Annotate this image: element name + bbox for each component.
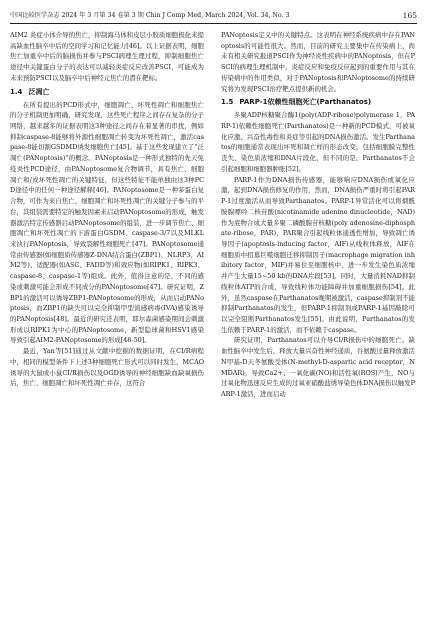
section-heading-1-4: [10, 87, 204, 98]
paragraph: 在所有提出的PCD形式中，细胞凋亡、坏死性凋亡和细胞焦亡的分子机制更加明确，研究发现，这些死亡程序之间存在复杂的分子网络，越来越多的证据表明这3种途径之间存在着显著的串扰，例如抑制caspase-8能够将外源性细胞凋亡转变为坏死性凋亡，激活caspase-8能切割GSDMD诱发细胞焦亡[45]。基于这些发现建立了“泛凋亡(PANoptosis)”的概念。PANoptosis是一种形式独特的先天免疫炎性PCD途径，由PANoptosome复合物调节，具有焦亡、细胞凋亡和/或坏死性凋亡的关键特征，但这些特征不能单独由这3种PCD途径中的任何一种途径解释[46]。PANoptosome是一种多蛋白复合物，可作为来自焦亡、细胞凋亡和坏死性凋亡的关键分子参与的平台，其组装需要特定的触发因素来启动PANoptosome的形成，触发器激活特定传感器启动PANoptosome的组装，进一步调节焦亡、细胞凋亡和坏死性凋亡的下游蛋白GSDM、caspase-3/7以及MLKL来执行PANoptosis，导致裂解性细胞死亡[47]。PANoptosome通常由传感器(如细胞质传感器Z-DNA结合蛋白(ZBP1)、NLRP3、AIM2等)、适配器(如ASC、FADD等)和效应物(如RIPK1、RIPK3、caspase-8、caspase-1等)组成。此外，值得注意的是，不同的感染或刺激可能会形成不同成分的PANoptosome[47]。研究证明，ZBP1的激活可以诱导ZBP1-PANoptosome的形成，从而启动PANoptosis，而ZBP1的缺失可以完全抑制甲型流感病毒(IVA)感染诱导的PANoptosis[48]。最近的研究还表明，耶尔森菌感染期间会刺激形成以RIPK1为中心的PANoptosome，新型隐球菌和HSV1感染导致引起AIM2-PANoptosome的形成[48-50]。: [10, 100, 204, 345]
paragraph: 最近，Yan等[51]通过从文献中挖掘的数据证明，在CI/R病程中，相同的模型条件下上述3种细胞死亡形式可以同时发生，MCAO诱导的大鼠或小鼠CI/R损伤以及OGD诱导的神经细胞缺血缺氧损伤后，焦亡、细胞凋亡和坏死性凋亡并存，这符合: [10, 347, 204, 388]
right-column: [221, 30, 415, 400]
section-title: PARP-1依赖性细胞死亡(Parthanatos): [239, 98, 372, 107]
paragraph: PANoptosis定义中的关键特点。这表明在神经系统疾病中存在PANoptosis的可能性很大。然而，目前的研究主要集中在传染病上，尚未有相关研究报道PSCI作为神经炎性疾病中的PANoptosis，但在PSCI的病理生理机制中，炎症反应和免疫反应起到的重要作用与其在传染病中的作用类似，对于PANoptosis和PANoptosome的持续研究将为发现PSCI治疗靶点提供新的机会。: [221, 31, 415, 93]
paragraph: 多聚ADP核糖聚合酶1(poly(ADP-ribose)polymerase 1，PARP-1)依赖性细胞死亡(Parthanatos)是一种新的PCD模式，可被氧化应激、兴奋性毒性和炎症等引起的DNA损伤激活。发生Parthanatos的细胞通常表现出坏死和凋亡样的形态改变，包括细胞膜完整性丧失、染色质浓缩和DNA片段化，但不同的是，Parthanatos不会引起细胞和细胞器肿胀[52]。: [221, 111, 415, 173]
paragraph: AIM2 炎症小体介导的焦亡，抑制海马体和皮层小胶质细胞极化来提高缺血性脑卒中后的空间学习和记忆能力[46]。以上证据表明，细胞焦亡加重卒中后的脑损伤并参与PSCI病理生理过程，抑制细胞焦亡途径中关键蛋白分子的表达可以减轻炎症反应改善PSCI，可能成为未来预防PSCI以及脑卒中后神经元焦亡的潜在靶标。: [10, 31, 204, 82]
journal-info: 中国比较医学杂志 2024 年 3 月第 34 卷第 3 期 Chin J Comp Med, March 2024, Vol. 34, No. 3: [10, 12, 290, 19]
paragraph: 研究证明，Parthanatos可以介导CI/R损伤中的细胞死亡。缺血性脑卒中发生后，释放大量兴奋性神经递质，谷氨酸过量释放激活N甲基-D天冬氨酸受体(N-methyl-D-aspartic acid receptor，NMDAR)，导致Ca2+、一氧化碳(NO)和活性氧(ROS)产生，NO与过氧化物迅速反应生成的过氧亚硝酸盐诱导染色体DNA损伤以触发PARP-1激活，进而启动: [221, 336, 415, 398]
page-header: [10, 11, 417, 24]
paragraph: PARP-1作为DNA损伤传感器，能够响应DNA损伤或氧化应激，起到DNA损伤修复的作用，然而，DNA损伤严重时将引起PARP-1过度激活从而导致Parthanatos。PARP-1异常活化可以将烟酰胺腺嘌呤二核苷酸(nicotinamide adenine dinucleotide，NAD)作为底物合成大量多聚二磷酸腺苷核糖(poly adenosine-diphosphate-ribose，PAR)，PAR聚合引起线粒体通透性增加，导致凋亡诱导因子(apoptosis-inducing factor，AIF)从线粒体释放，AIF在细胞质中招募巨噬细胞迁移抑制因子(macrophage migration inhibitory factor，MIF)并易位至细胞核中，进一步发生染色质浓缩并产生大量15~50 kb的DNA片段[53]。同时，大量消耗NAD抑制线粒体ATP的合成，导致线粒体功能障碍并加重细胞损伤[54]。此外，虽然caspase在Parthanatos晚期被激活，caspase抑制剂不能抑制Parthanatos的发生，但PARP-1抑制剂或PARP-1基因敲除可以完全阻断Parthanatos发生[55]。由此说明，Parthanatos的发生依赖于PARP-1的激活，而不依赖于caspase。: [221, 175, 415, 334]
section-number: 1.4: [10, 87, 23, 96]
page-number: 165: [402, 11, 417, 20]
left-column: [10, 30, 204, 389]
section-number: 1.5: [221, 98, 234, 107]
section-heading-1-5: [221, 97, 415, 108]
section-title: 泛凋亡: [28, 87, 50, 96]
